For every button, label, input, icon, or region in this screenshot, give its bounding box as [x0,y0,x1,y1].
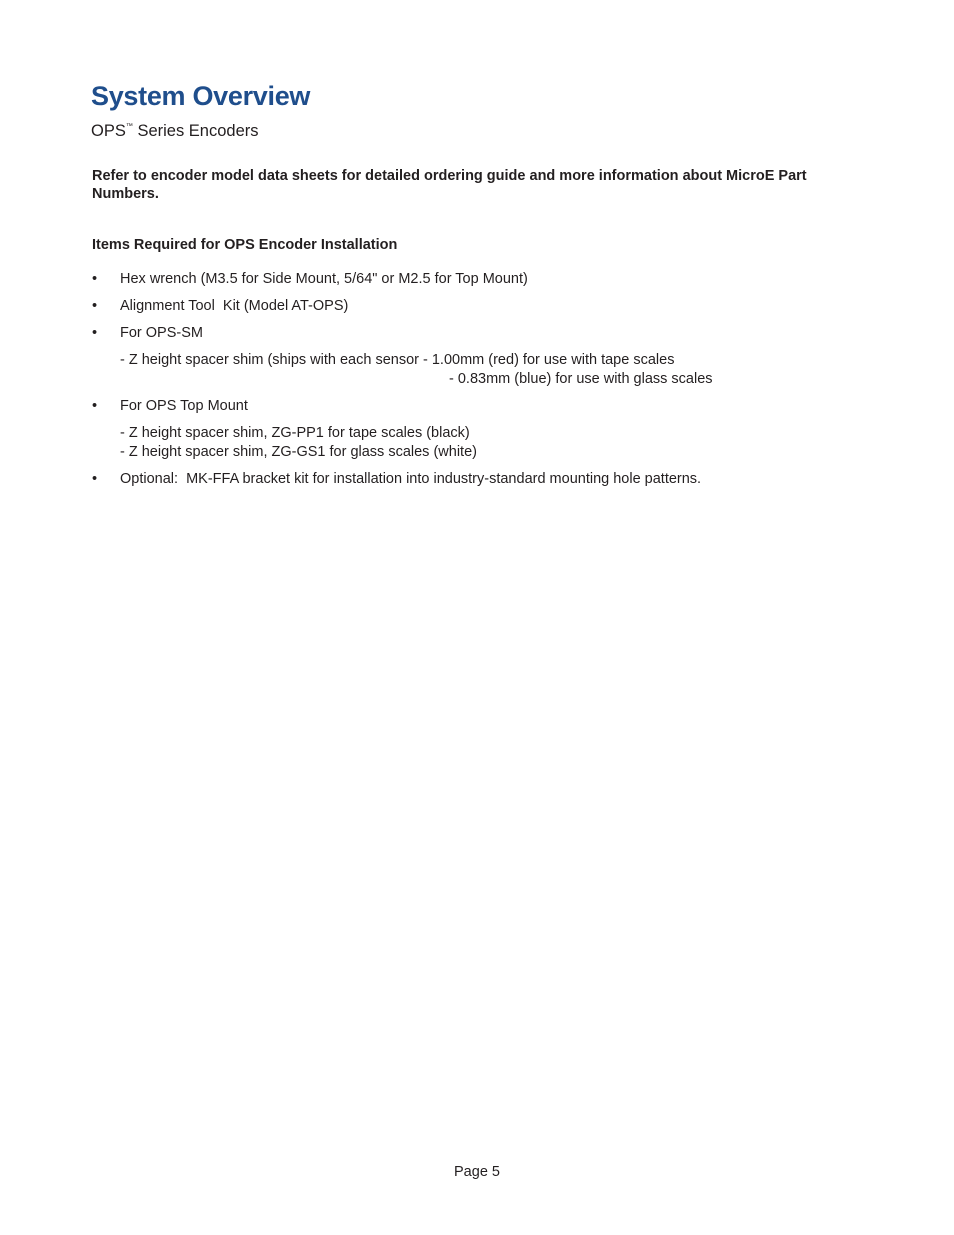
section-heading: Items Required for OPS Encoder Installation [92,237,398,253]
trademark-symbol: ™ [125,123,133,130]
sub-item-top-mount-glass: - Z height spacer shim, ZG-GS1 for glass scales (white) [120,444,477,460]
list-item-alignment-tool: Alignment Tool Kit (Model AT-OPS) [120,298,349,314]
list-item-ops-top-mount: For OPS Top Mount [120,398,248,414]
page-number: Page 5 [454,1164,500,1180]
sub-item-top-mount-tape: - Z height spacer shim, ZG-PP1 for tape scales (black) [120,425,470,441]
list-item-ops-sm: For OPS-SM [120,325,203,341]
bullet-marker: • [92,325,98,341]
list-item-optional-bracket: Optional: MK-FFA bracket kit for installation into industry-standard mounting hole patterns. [120,471,702,487]
subtitle-series: Series Encoders [132,122,259,140]
sub-item-ops-sm-glass: - 0.83mm (blue) for use with glass scales [449,371,713,387]
bullet-marker: • [92,471,98,487]
sub-item-ops-sm-tape: - Z height spacer shim (ships with each sensor - 1.00mm (red) for use with tape scales [120,352,675,368]
page-title: System Overview [91,81,311,111]
subtitle-product: OPS [91,122,126,140]
page-subtitle [91,121,259,141]
intro-note: Refer to encoder model data sheets for detailed ordering guide and more information about MicroE Part Numbers. [92,168,807,202]
list-item-hex-wrench: Hex wrench (M3.5 for Side Mount, 5/64" or M2.5 for Top Mount) [120,271,528,287]
bullet-marker: • [92,398,98,414]
bullet-marker: • [92,271,98,287]
bullet-marker: • [92,298,98,314]
